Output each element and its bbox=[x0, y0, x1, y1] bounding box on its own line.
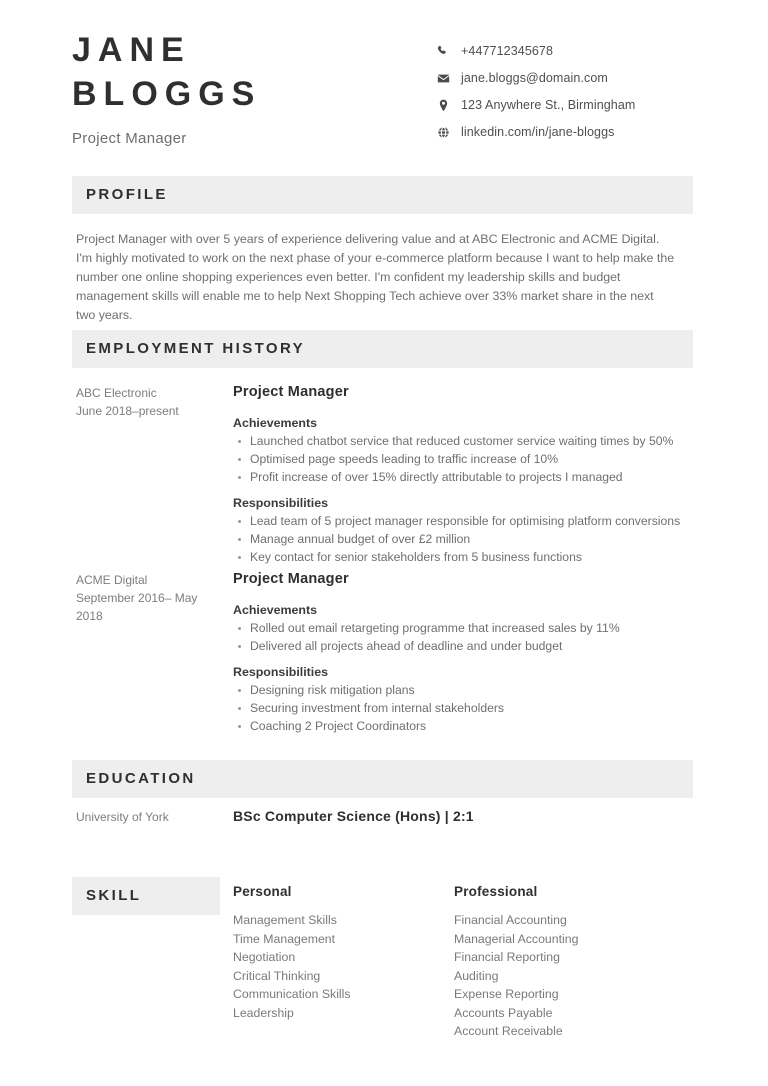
skill-column-professional bbox=[454, 884, 664, 1041]
contact-row-phone[interactable] bbox=[434, 38, 694, 64]
section-band-skill bbox=[72, 877, 220, 915]
education-degree: BSc Computer Science (Hons) | 2:1 bbox=[233, 808, 474, 824]
employment-role: Project Manager bbox=[233, 384, 349, 400]
section-heading-skill: SKILL bbox=[86, 887, 142, 904]
list-item: Delivered all projects ahead of deadline and under budget bbox=[233, 638, 694, 655]
profile-paragraph: Project Manager with over 5 years of experience delivering value and at ABC Electronic and ACME Digital. I'm highly motivated to work on the next phase of your e-commerce platform because I want to help make the number one online shopping experiences even better. I'm confident my leadership skills and budget management skills will enable me to help Next Shopping Tech achieve over 33% market share in the next two years. bbox=[76, 232, 675, 322]
section-band-employment bbox=[72, 330, 693, 368]
contact-row-email[interactable] bbox=[434, 65, 694, 91]
employment-company: ABC Electronic bbox=[76, 386, 157, 400]
globe-icon bbox=[434, 123, 452, 141]
achievements-label: Achievements bbox=[233, 603, 318, 617]
section-heading-profile: PROFILE bbox=[86, 186, 168, 203]
skill-column-title: Personal bbox=[233, 884, 292, 899]
contact-email-text: jane.bloggs@domain.com bbox=[461, 71, 608, 85]
list-item: Profit increase of over 15% directly attributable to projects I managed bbox=[233, 469, 694, 486]
contact-phone-text: +447712345678 bbox=[461, 44, 554, 58]
skill-item: Managerial Accounting bbox=[454, 931, 579, 946]
list-item: Coaching 2 Project Coordinators bbox=[233, 718, 694, 735]
section-band-profile bbox=[72, 176, 693, 214]
employment-meta bbox=[76, 571, 226, 625]
section-heading-education: EDUCATION bbox=[86, 770, 196, 787]
contact-row-website[interactable] bbox=[434, 119, 694, 145]
name-line-first: JANE bbox=[72, 31, 191, 69]
employment-body bbox=[233, 384, 694, 576]
contact-row-address[interactable] bbox=[434, 92, 694, 118]
envelope-icon bbox=[434, 69, 452, 87]
list-item: Optimised page speeds leading to traffic increase of 10% bbox=[233, 451, 694, 468]
achievements-list bbox=[233, 620, 694, 655]
location-pin-icon bbox=[434, 96, 452, 114]
skill-item: Financial Reporting bbox=[454, 950, 560, 964]
skill-item: Management Skills bbox=[233, 913, 337, 927]
resume-header bbox=[72, 28, 694, 168]
list-item: Launched chatbot service that reduced customer service waiting times by 50% bbox=[233, 433, 694, 450]
skill-item: Auditing bbox=[454, 968, 499, 983]
section-band-education bbox=[72, 760, 693, 798]
list-item: Rolled out email retargeting programme that increased sales by 11% bbox=[233, 620, 694, 637]
contact-address-text: 123 Anywhere St., Birmingham bbox=[461, 98, 636, 112]
skill-item: Communication Skills bbox=[233, 987, 351, 1001]
skill-item: Negotiation bbox=[233, 950, 296, 964]
section-heading-employment: EMPLOYMENT HISTORY bbox=[86, 340, 306, 357]
list-item: Designing risk mitigation plans bbox=[233, 682, 694, 699]
skill-item: Critical Thinking bbox=[233, 968, 321, 983]
skill-item: Leadership bbox=[233, 1005, 294, 1020]
skill-item: Time Management bbox=[233, 931, 336, 946]
employment-meta bbox=[76, 384, 226, 420]
responsibilities-label: Responsibilities bbox=[233, 665, 329, 679]
skill-item: Expense Reporting bbox=[454, 987, 559, 1001]
employment-role: Project Manager bbox=[233, 571, 349, 587]
achievements-list bbox=[233, 433, 694, 486]
phone-icon bbox=[434, 42, 452, 60]
employment-dates: September 2016– May 2018 bbox=[76, 591, 198, 623]
skill-item: Financial Accounting bbox=[454, 913, 567, 927]
header-job-title: Project Manager bbox=[72, 130, 187, 147]
list-item: Key contact for senior stakeholders from 5 business functions bbox=[233, 549, 694, 566]
skill-column-title: Professional bbox=[454, 884, 538, 899]
achievements-label: Achievements bbox=[233, 416, 318, 430]
list-item: Manage annual budget of over £2 million bbox=[233, 531, 694, 548]
list-item: Lead team of 5 project manager responsible for optimising platform conversions bbox=[233, 513, 694, 530]
skill-column-personal bbox=[233, 884, 443, 1022]
contact-website-text: linkedin.com/in/jane-bloggs bbox=[461, 125, 615, 139]
skill-item: Account Receivable bbox=[454, 1024, 563, 1038]
name-line-last: BLOGGS bbox=[72, 75, 262, 113]
name-block bbox=[72, 28, 402, 147]
responsibilities-list bbox=[233, 682, 694, 735]
contact-list bbox=[434, 38, 694, 146]
list-item: Securing investment from internal stakeholders bbox=[233, 700, 694, 717]
skill-item: Accounts Payable bbox=[454, 1005, 553, 1020]
employment-body bbox=[233, 571, 694, 745]
responsibilities-label: Responsibilities bbox=[233, 496, 329, 510]
education-school: University of York bbox=[76, 810, 169, 824]
employment-company: ACME Digital bbox=[76, 573, 148, 587]
employment-dates: June 2018–present bbox=[76, 404, 179, 418]
responsibilities-list bbox=[233, 513, 694, 566]
